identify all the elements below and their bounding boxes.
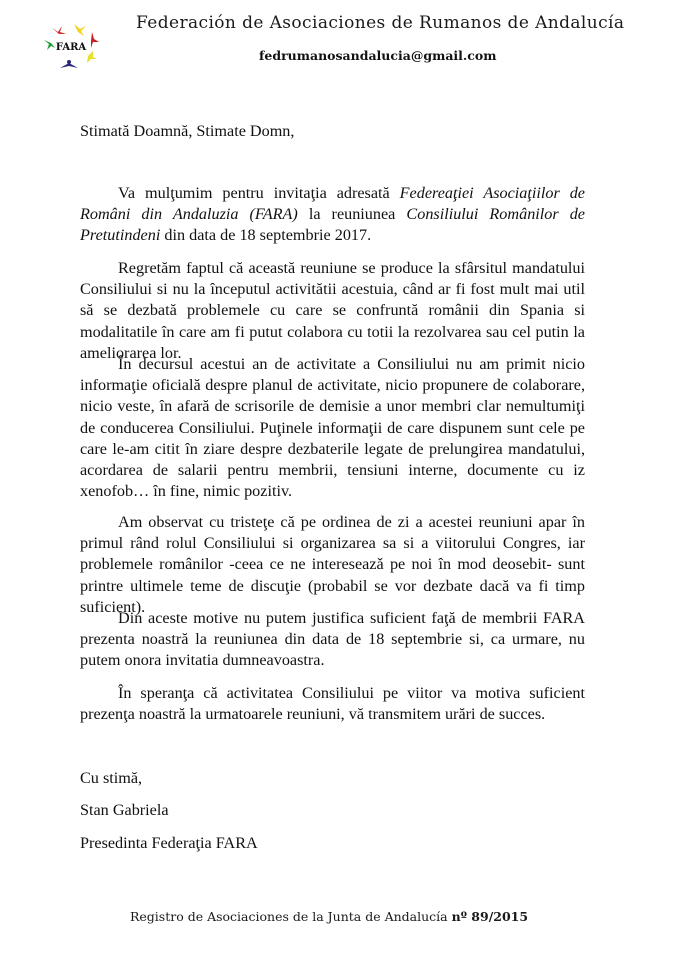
text-segment: În speranţa că activitatea Consiliului pe viitor va motiva suficient prezenţa noastră la urmatoarele reuniuni, vă transmitem urări de succes. bbox=[80, 684, 585, 724]
registry-number: nº 89/2015 bbox=[451, 909, 529, 924]
signer-name: Stan Gabriela bbox=[80, 801, 169, 819]
paragraph-6 bbox=[80, 683, 585, 725]
signer-role: Presedinta Federaţia FARA bbox=[80, 834, 258, 852]
registry-text: Registro de Asociaciones de la Junta de Andalucía bbox=[130, 909, 452, 924]
text-segment: În decursul acestui an de activitate a Consiliului nu am primit nicio informaţie oficială despre planul de activitate, nicio propunere de colaborare, nicio veste, în afară de scrisorile de demisie a unor membri clar nemultumiţi de conducerea Consiliului. Puţinele informaţii de care dispunem sunt cele pe care le-am citit în ziare despre dezbaterile legate de prelungirea mandatului, acordarea de salarii pentru membrii, tensiuni interne, documente cu iz xenofob… în fine, nimic pozitiv. bbox=[80, 355, 585, 501]
paragraph-4 bbox=[80, 512, 585, 618]
text-segment: Regretăm faptul că această reuniune se produce la sfârsitul mandatului Consiliului si nu la începutul activitătii acestuia, când ar fi fost mult mai util să se dezbată problemele cu care se confruntă românii din Spania si modalitatile în care am fi putut colabora cu totii la rezolvarea sau cel putin la ameliorarea lor. bbox=[80, 259, 585, 362]
italic-segment: Consiliului Românilor de Pretutindeni bbox=[80, 205, 585, 245]
paragraph-5 bbox=[80, 608, 585, 672]
text-segment: la reuniunea bbox=[297, 205, 407, 224]
paragraph-2 bbox=[80, 258, 585, 364]
organization-email: fedrumanosandalucia@gmail.com bbox=[259, 48, 497, 63]
logo-text: FARA bbox=[55, 42, 87, 53]
fara-logo bbox=[38, 18, 104, 74]
text-segment: din data de 18 septembrie 2017. bbox=[160, 226, 372, 245]
salutation: Stimată Doamnă, Stimate Domn, bbox=[80, 122, 295, 140]
organization-name: Federación de Asociaciones de Rumanos de Andalucía bbox=[136, 13, 625, 33]
text-segment: Din aceste motive nu putem justifica suficient faţă de membrii FARA prezenta noastră la reuniunea din data de 18 septembrie si, ca urmare, nu putem onora invitatia dumneavoastra. bbox=[80, 609, 585, 670]
closing: Cu stimă, bbox=[80, 769, 143, 787]
text-segment: Va mulţumim pentru invitaţia adresată bbox=[118, 184, 400, 202]
paragraph-3 bbox=[80, 354, 585, 502]
text-segment: Am observat cu tristeţe că pe ordinea de zi a acestei reuniuni apar în primul rând rolul Consiliului si organizarea sa si a viitorului Congres, iar problemele românilor -ceea ce ne intereseazǎ pe noi în mod deosebit- sunt printre ultimele teme de discuţie (probabil se vor dezbate dacă va fi timp suficient). bbox=[80, 513, 585, 616]
italic-segment: Federeaţiei Asociaţiilor de Români din Andaluzia (FARA) bbox=[80, 184, 585, 224]
paragraph-1 bbox=[80, 183, 585, 247]
footer-registry bbox=[130, 909, 528, 924]
